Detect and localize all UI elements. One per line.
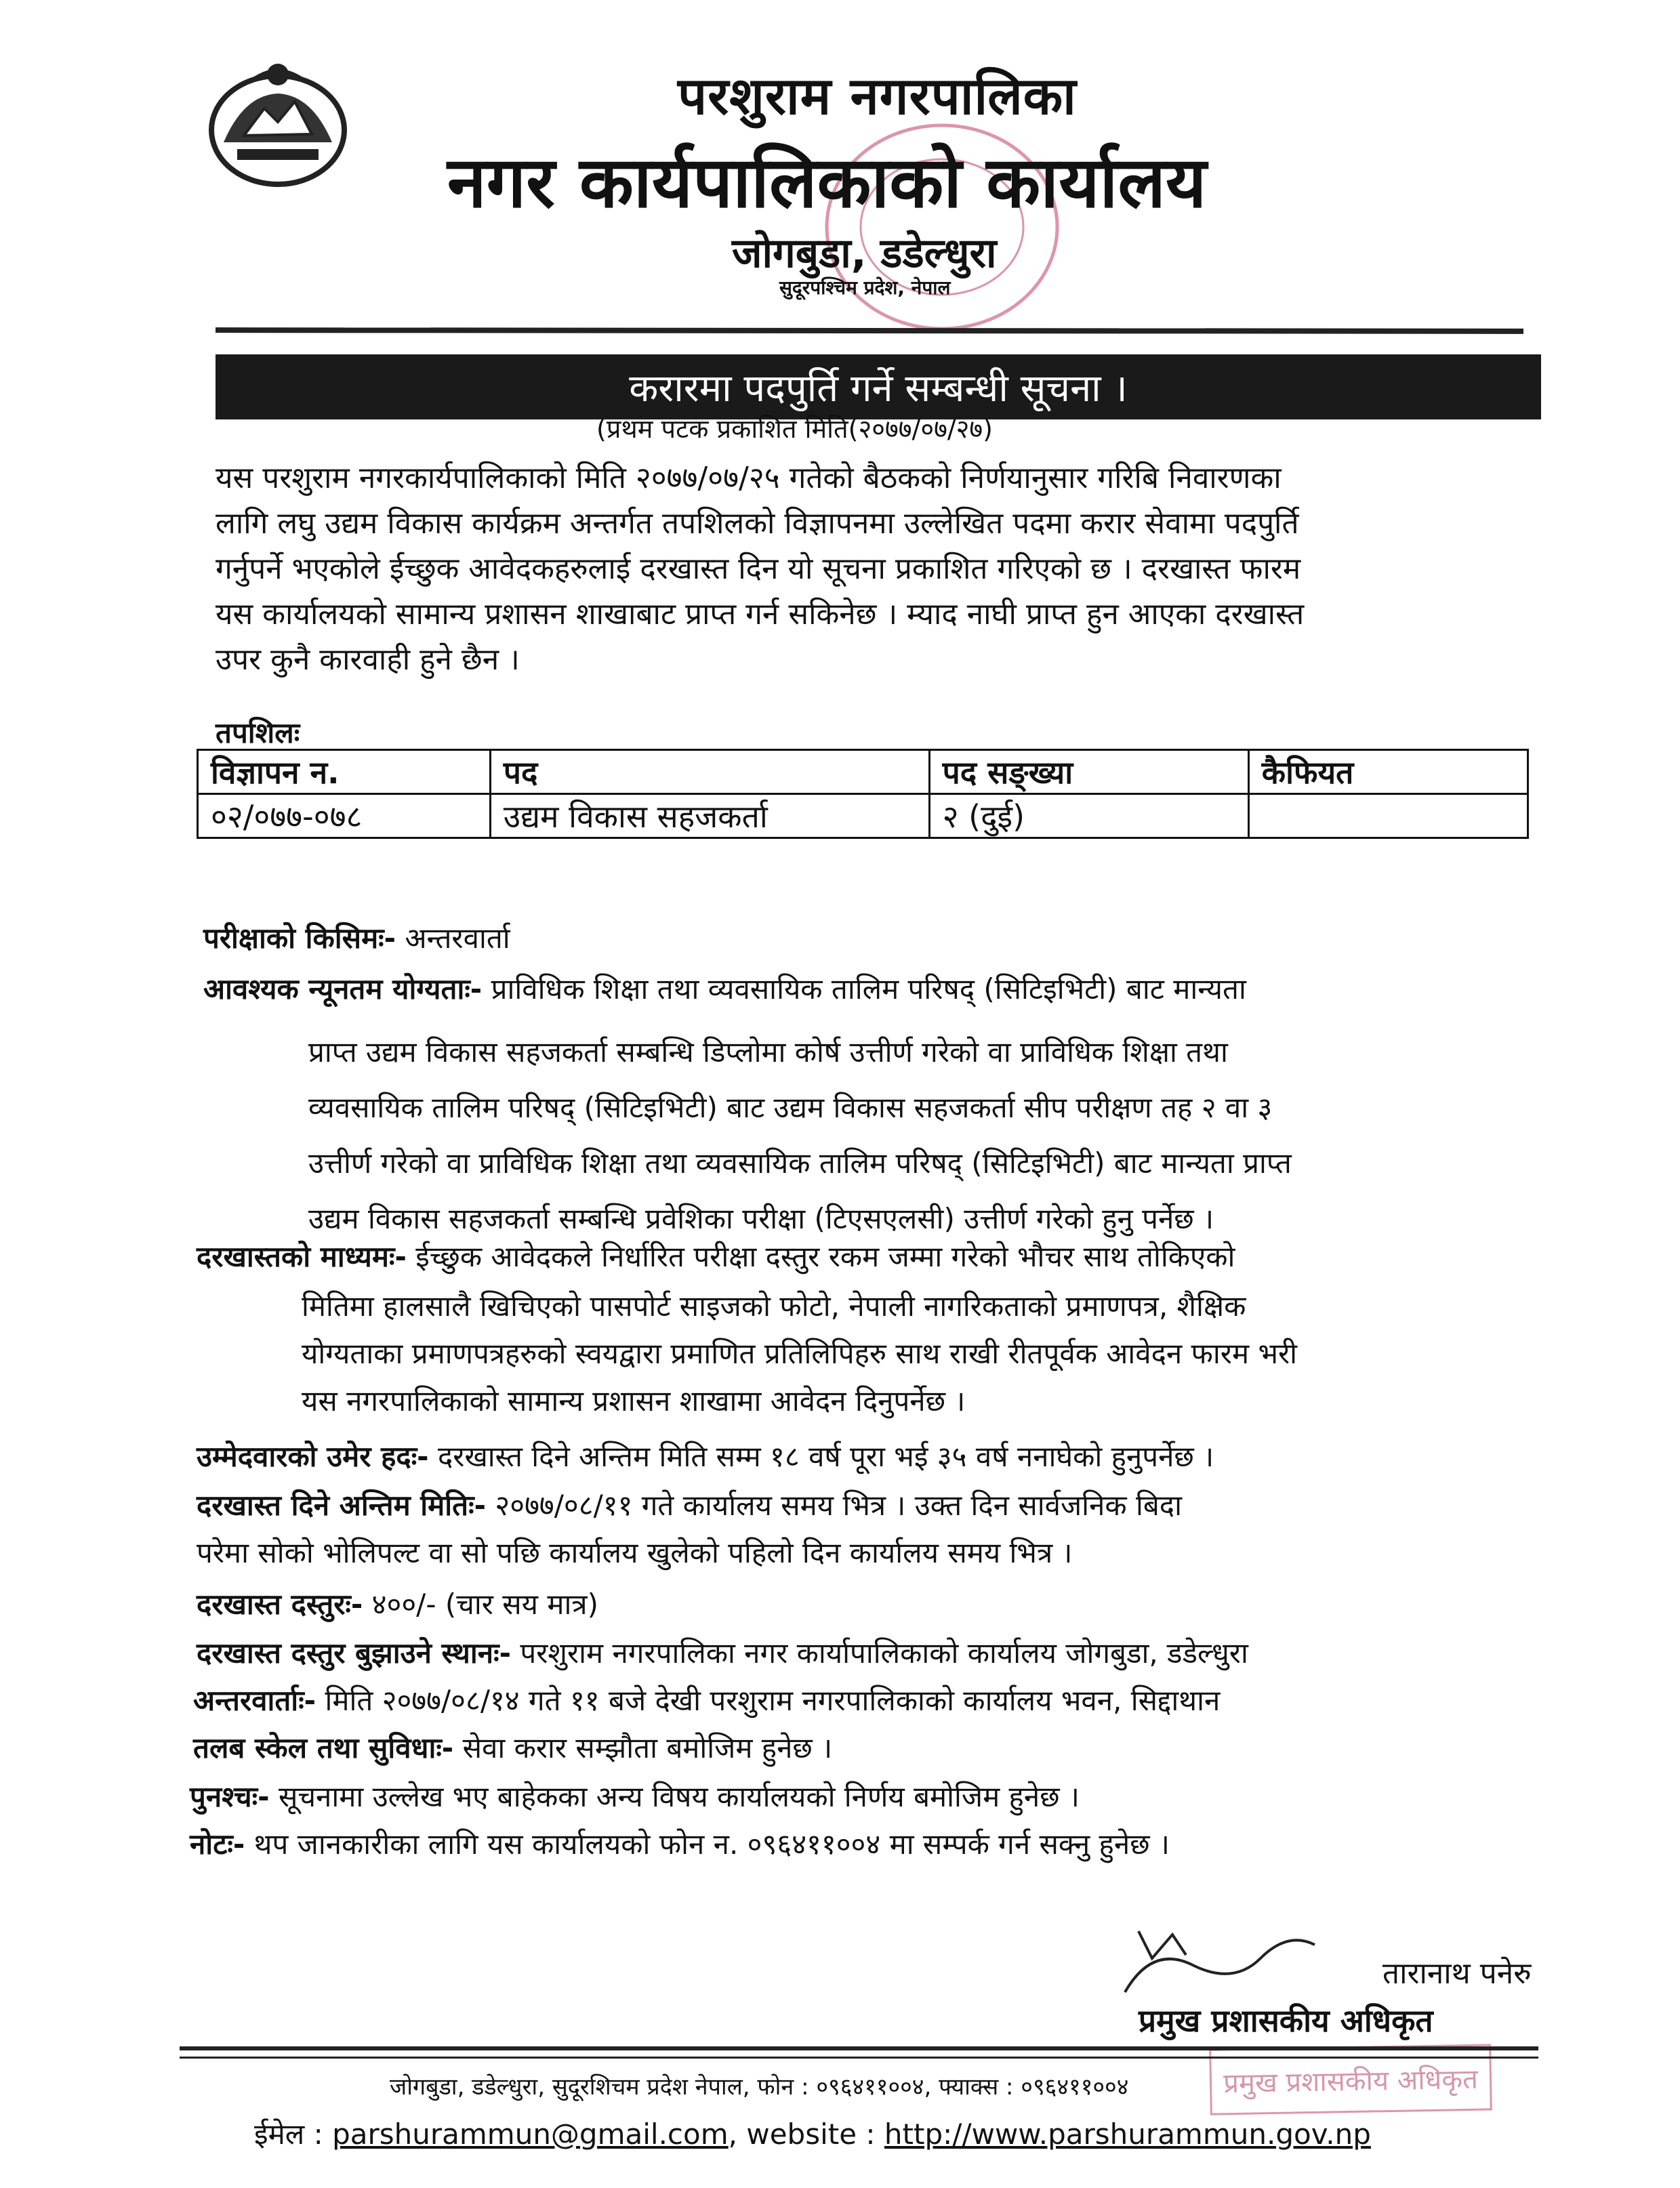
table-row — [198, 794, 1528, 838]
age-value: दरखास्त दिने अन्तिम मिति सम्म १८ वर्ष पूरा भई ३५ वर्ष ननाघेको हुनुपर्नेछ । — [437, 1440, 1214, 1473]
fee-value: ४००/- (चार सय मात्र) — [371, 1588, 598, 1621]
footer-divider-thin — [180, 2057, 1538, 2059]
deadline — [197, 1485, 1182, 1526]
exam-label: परीक्षाको किसिमः- — [203, 922, 396, 955]
deadline-label: दरखास्त दिने अन्तिम मितिः- — [197, 1489, 487, 1522]
fee — [197, 1584, 598, 1625]
age-limit — [197, 1437, 1214, 1477]
age-label: उम्मेदवारको उमेर हदः- — [197, 1440, 429, 1473]
interview-label: अन्तरवार्ताः- — [193, 1684, 316, 1717]
office-name: नगर कार्यपालिकाको कार्यालय — [447, 141, 1207, 224]
medium-line: ईच्छुक आवेदकले निर्धारित परीक्षा दस्तुर रकम जम्मा गरेको भौचर साथ तोकिएको — [415, 1240, 1235, 1273]
signatory-title: प्रमुख प्रशासकीय अधिकृत — [1139, 2002, 1433, 2039]
application-medium — [197, 1237, 1235, 1277]
intro-line: यस कार्यालयको सामान्य प्रशासन शाखाबाट प्राप्त गर्न सकिनेछ । म्याद नाघी प्राप्त हुन आएका दरखास्त — [216, 597, 1305, 632]
org-name: परशुराम नगरपालिका — [678, 66, 1077, 126]
deadline-value: २०७७/०८/११ गते कार्यालय समय भित्र । उक्त दिन सार्वजनिक बिदा — [495, 1489, 1182, 1522]
header-divider — [216, 327, 1523, 334]
footer-divider — [180, 2046, 1538, 2050]
intro-line: लागि लघु उद्यम विकास कार्यक्रम अन्तर्गत तपशिलको विज्ञापनमा उल्लेखित पदमा करार सेवामा पदपुर्ति — [216, 506, 1299, 541]
location: जोगबुडा, डडेल्धुरा — [732, 230, 997, 277]
qualification-cont — [308, 1025, 1292, 1247]
footer-contact — [254, 2114, 1371, 2153]
qual-line: उद्यम विकास सहजकर्ता सम्बन्धि प्रवेशिका परीक्षा (टिएसएलसी) उत्तीर्ण गरेको हुनु पर्नेछ । — [308, 1202, 1214, 1235]
place-value: परशुराम नगरपालिका नगर कार्यापालिकाको कार्यालय जोगबुडा, डडेल्धुरा — [520, 1636, 1248, 1670]
fee-place — [197, 1633, 1248, 1674]
table-header: पद सङ्ख्या — [929, 750, 1248, 794]
table-header-row — [198, 750, 1528, 794]
table-cell: उद्यम विकास सहजकर्ता — [490, 794, 929, 838]
deadline-line2: परेमा सोको भोलिपल्ट वा सो पछि कार्यालय खुलेको पहिलो दिन कार्यालय समय भित्र । — [197, 1536, 1073, 1569]
misc-label: पुनश्चः- — [190, 1780, 270, 1813]
website-link[interactable]: http://www.parshurammun.gov.np — [884, 2118, 1371, 2151]
tapasil-label: तपशिलः — [216, 716, 300, 749]
intro-paragraph — [216, 455, 1544, 682]
table-cell: ०२/०७७-०७८ — [198, 794, 491, 838]
medium-line: यस नगरपालिकाको सामान्य प्रशासन शाखामा आवेदन दिनुपर्नेछ । — [302, 1384, 966, 1418]
qual-line: प्राप्त उद्यम विकास सहजकर्ता सम्बन्धि डिप्लोमा कोर्ष उत्तीर्ण गरेको वा प्राविधिक शिक्षा तथा — [308, 1035, 1228, 1069]
nepal-emblem-icon — [203, 54, 352, 190]
interview — [193, 1680, 1220, 1721]
email-label: ईमेल : — [254, 2118, 323, 2151]
table-header: पद — [490, 750, 929, 794]
exam-type — [203, 918, 510, 959]
intro-line: यस परशुराम नगरकार्यपालिकाको मिति २०७७/०७/२५ गतेको बैठकको निर्णयानुसार गरिबि निवारणका — [216, 461, 1282, 495]
province: सुदूरपश्चिम प्रदेश, नेपाल — [779, 276, 951, 299]
table-header: विज्ञापन न. — [198, 750, 491, 794]
qualification — [203, 969, 1246, 1010]
table-cell: २ (दुई) — [929, 794, 1248, 838]
application-medium-cont — [302, 1283, 1297, 1425]
footer-address: जोगबुडा, डडेल्धुरा, सुदूरशिचम प्रदेश नेपाल, फोन : ०९६४११००४, फ्याक्स : ०९६४११००४ — [390, 2073, 1129, 2101]
intro-line: गर्नुपर्ने भएकोले ईच्छुक आवेदकहरुलाई दरखास्त दिन यो सूचना प्रकाशित गरिएको छ । दरखास्त फारम — [216, 552, 1301, 586]
qual-label: आवश्यक न्यूनतम योग्यताः- — [203, 972, 483, 1006]
medium-line: मितिमा हालसालै खिचिएको पासपोर्ट साइजको फोटो, नेपाली नागरिकताको प्रमाणपत्र, शैक्षिक — [302, 1289, 1246, 1323]
misc-value: सूचनामा उल्लेख भए बाहेकका अन्य विषय कार्यालयको निर्णय बमोजिम हुनेछ । — [278, 1780, 1080, 1813]
interview-value: मिति २०७७/०८/१४ गते ११ बजे देखी परशुराम नगरपालिकाको कार्यालय भवन, सिद्दाथान — [325, 1684, 1221, 1717]
qual-line: उत्तीर्ण गरेको वा प्राविधिक शिक्षा तथा व्यवसायिक तालिम परिषद् (सिटिइभिटी) बाट मान्यता प्राप्त — [308, 1147, 1292, 1180]
email-link[interactable]: parshurammun@gmail.com — [332, 2118, 729, 2151]
vacancy-table — [197, 749, 1529, 839]
table-header: कैफियत — [1248, 750, 1528, 794]
qual-line: व्यवसायिक तालिम परिषद् (सिटिइभिटी) बाट उद्यम विकास सहजकर्ता सीप परीक्षण तह २ वा ३ — [308, 1091, 1273, 1124]
website-label: , website : — [728, 2118, 876, 2151]
note-label: नोटः- — [190, 1828, 245, 1861]
fee-label: दरखास्त दस्तुरः- — [197, 1588, 363, 1621]
signatory-name: तारानाथ पनेरु — [1382, 1956, 1532, 1991]
note-value: थप जानकारीका लागि यस कार्यालयको फोन न. ०९६४११००४ मा सम्पर्क गर्न सक्नु हुनेछ । — [253, 1828, 1170, 1861]
exam-value: अन्तरवार्ता — [405, 922, 510, 955]
published-date: (प्रथम पटक प्रकाशित मिति(२०७७/०७/२७) — [596, 414, 993, 444]
notice-title: करारमा पदपुर्ति गर्ने सम्बन्धी सूचना । — [216, 354, 1541, 419]
postscript — [190, 1777, 1080, 1817]
salary-label: तलब स्केल तथा सुविधाः- — [193, 1731, 454, 1764]
note — [190, 1824, 1170, 1865]
table-cell — [1248, 794, 1528, 838]
medium-line: योग्यताका प्रमाणपत्रहरुको स्वयद्वारा प्रमाणित प्रतिलिपिहरु साथ राखी रीतपूर्वक आवेदन फारम भरी — [302, 1337, 1298, 1370]
qual-line: प्राविधिक शिक्षा तथा व्यवसायिक तालिम परिषद् (सिटिइभिटी) बाट मान्यता — [491, 972, 1246, 1006]
salary-value: सेवा करार सम्झौता बमोजिम हुनेछ । — [462, 1731, 833, 1764]
signatory-stamp: प्रमुख प्रशासकीय अधिकृत — [1209, 2044, 1492, 2115]
intro-line: उपर कुनै कारवाही हुने छैन । — [216, 642, 520, 677]
place-label: दरखास्त दस्तुर बुझाउने स्थानः- — [197, 1636, 511, 1670]
medium-label: दरखास्तको माध्यमः- — [197, 1240, 407, 1273]
salary — [193, 1728, 832, 1769]
